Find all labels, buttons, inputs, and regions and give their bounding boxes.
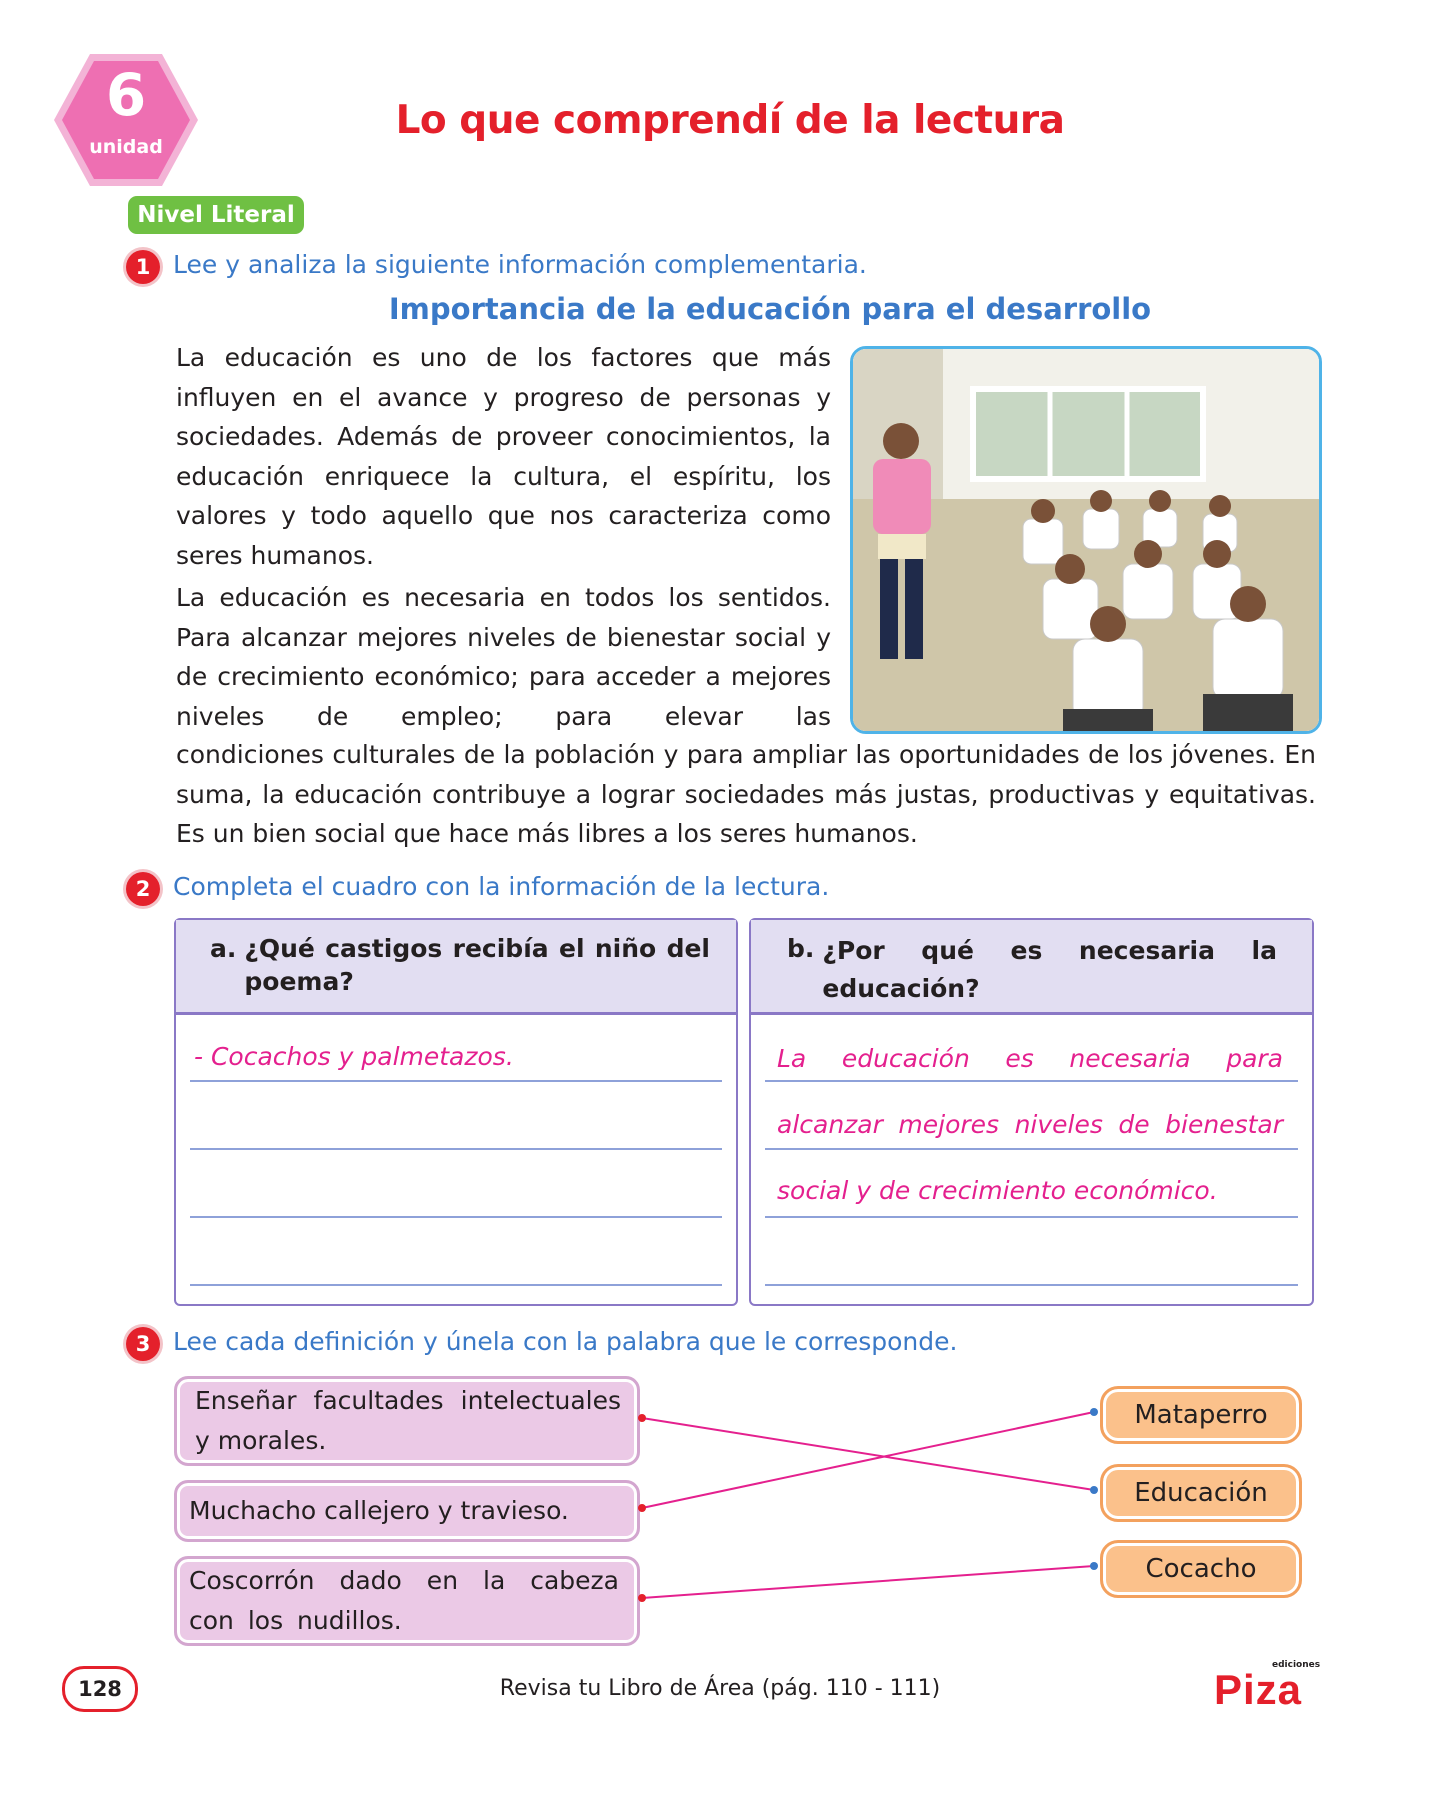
- match-start-dot-1: [638, 1414, 646, 1422]
- reading-paragraph-2-end: condiciones culturales de la población y para ampliar las oportunidades de los jóvenes. En suma, la educación contribuye a lograr sociedades más justas, productivas y equitativas. Es un bien social que hace más libres a los seres humanos.: [176, 740, 1316, 848]
- activity-3-number: 3: [126, 1327, 160, 1361]
- question-b-text: ¿Por qué es necesaria la educación?: [822, 936, 1277, 1003]
- match-end-dot-1: [1090, 1486, 1098, 1494]
- answer-b-line-1[interactable]: La educación es necesaria para: [777, 1044, 1283, 1073]
- definition-3-text: Coscorrón dado en la cabeza con los nudillos.: [189, 1566, 619, 1635]
- question-a-text: ¿Qué castigos recibía el niño del poema?: [244, 934, 710, 996]
- reading-paragraph-2-start: La educación es necesaria en todos los sentidos. Para alcanzar mejores niveles de bienestar social y de crecimiento económico; para acceder a mejores niveles de empleo; para elevar las: [176, 583, 831, 731]
- definition-2-text: Muchacho callejero y travieso.: [189, 1496, 569, 1525]
- answer-b-line-2[interactable]: alcanzar mejores niveles de bienestar: [777, 1110, 1283, 1139]
- page-number: 128: [62, 1666, 138, 1712]
- word-1-text: Mataperro: [1134, 1400, 1268, 1430]
- activity-1-instruction: Lee y analiza la siguiente información complementaria.: [173, 250, 867, 279]
- match-start-dot-3: [638, 1594, 646, 1602]
- match-line-3[interactable]: [642, 1566, 1094, 1598]
- word-3-text: Cocacho: [1145, 1554, 1257, 1584]
- match-end-dot-2: [1090, 1408, 1098, 1416]
- level-badge: Nivel Literal: [128, 196, 304, 234]
- activity-2-number: 2: [126, 872, 160, 906]
- footer-reference: Revisa tu Libro de Área (pág. 110 - 111): [499, 1676, 941, 1701]
- publisher-small-text: ediciones: [1272, 1660, 1321, 1670]
- page-title: Lo que comprendí de la lectura: [395, 98, 1065, 143]
- unit-number: 6: [105, 61, 147, 129]
- question-b-letter: b.: [787, 934, 815, 963]
- definition-1-text: Enseñar facultades intelectuales y morales.: [195, 1386, 621, 1455]
- match-end-dot-3: [1090, 1562, 1098, 1570]
- answer-a-line-1[interactable]: - Cocachos y palmetazos.: [194, 1042, 514, 1071]
- question-a-letter: a.: [210, 934, 237, 963]
- activity-2-instruction: Completa el cuadro con la información de la lectura.: [173, 872, 830, 901]
- match-line-1[interactable]: [642, 1418, 1094, 1490]
- answer-b-line-3[interactable]: social y de crecimiento económico.: [777, 1176, 1218, 1205]
- activity-3-instruction: Lee cada definición y únela con la palabra que le corresponde.: [173, 1327, 958, 1356]
- publisher-name: Piza: [1214, 1666, 1303, 1713]
- publisher-logo: [1214, 1660, 1324, 1716]
- unit-label: unidad: [89, 136, 163, 158]
- match-line-2[interactable]: [642, 1412, 1094, 1508]
- reading-paragraph-1: La educación es uno de los factores que más influyen en el avance y progreso de personas y sociedades. Además de proveer conocimientos, la educación enriquece la cultura, el espíritu, los valores y todo aquello que nos caracteriza como seres humanos.: [176, 343, 831, 570]
- match-start-dot-2: [638, 1504, 646, 1512]
- reading-title: Importancia de la educación para el desarrollo: [388, 292, 1152, 326]
- activity-1-number: 1: [126, 250, 160, 284]
- word-2-text: Educación: [1134, 1478, 1268, 1508]
